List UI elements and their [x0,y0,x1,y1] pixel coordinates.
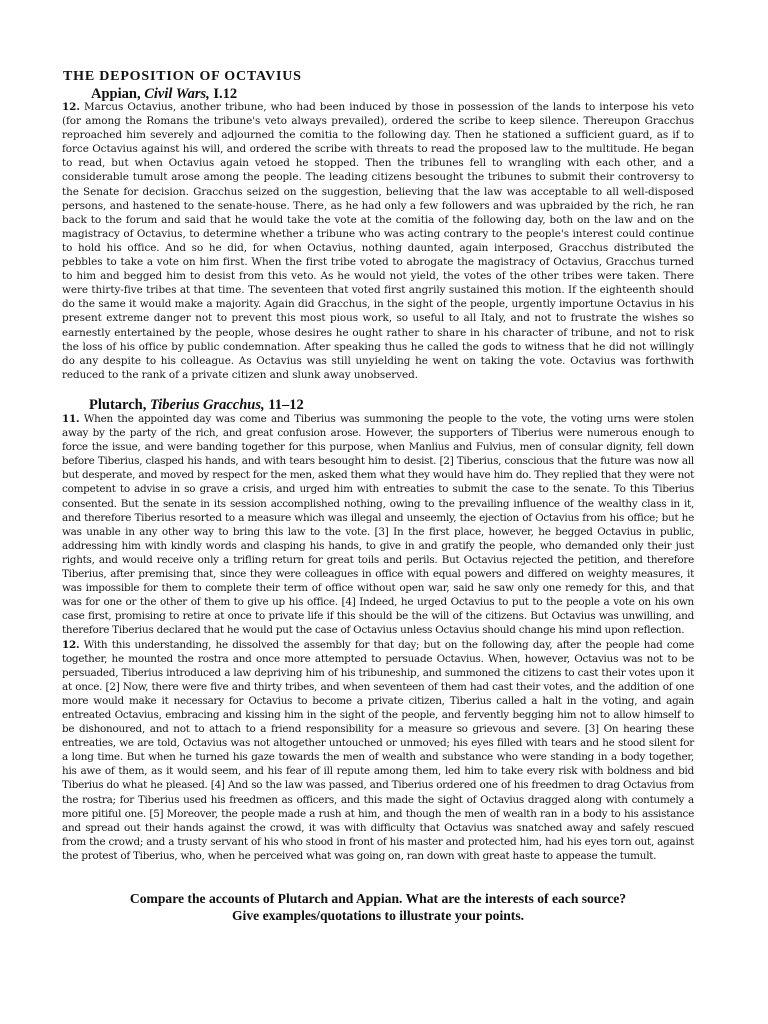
essay-question [62,890,694,924]
paragraph-number: 11. [62,413,80,425]
paragraph-number: 12. [62,638,80,651]
paragraph-text: With this understanding, he dissolved the assembly for that day; but on the following day, after the people had come together, he mounted the rostra and once more attempted to persuade Octavius. When, however, Octavius was not to be persuaded, Tiberius introduced a law depriving him of his tribuneship, and summoned the citizens to cast their votes upon it at once. [2] Now, there were five and thirty tribes, and when seventeen of them had cast their votes, and the addition of one more would make it necessary for Octavius to become a private citizen, Tiberius called a halt in the voting, and again entreated Octavius, embracing and kissing him in the sight of the people, and fervently begging him not to allow himself to be dishonoured, and not to attach to a friend responsibility for a measure so grievous and severe. [3] On hearing these entreaties, we are told, Octavius was not altogether untouched or unmoved; his eyes filled with tears and he stood silent for a long time. But when he turned his gaze towards the men of wealth and substance who were standing in a body together, his awe of them, as it would seem, and his fear of ill repute among them, led him to take every risk with boldness and bid Tiberius do what he pleased. [4] And so the law was passed, and Tiberius ordered one of his freedmen to drag Octavius from the rostra; for Tiberius used his freedmen as officers, and this made the sight of Octavius dragged along with contumely a more pitiful one. [5] Moreover, the people made a rush at him, and though the men of wealth ran in a body to his assistance and spread out their hands against the crowd, it was with difficulty that Octavius was snatched away and safely rescued from the crowd; and a trusty servant of his who stood in front of his master and protected him, had his eyes torn out, against the protest of Tiberius, who, when he perceived what was going on, ran down with great haste to appease the tumult. [62,638,694,862]
source-reference: I.12 [213,86,238,102]
plutarch-paragraph-12 [62,638,694,864]
plutarch-text [62,412,694,863]
question-line-1: Compare the accounts of Plutarch and Appian. What are the interests of each source? [129,891,627,906]
source-reference: 11–12 [268,397,304,413]
source-author: Plutarch, [89,397,147,413]
source-work: Tiberius Gracchus, [149,397,265,413]
source-author: Appian, [91,86,141,102]
paragraph-text: When the appointed day was come and Tiberius was summoning the people to the vote, the voting urns were stolen away by the party of the rich, and great confusion arose. However, the supporters of Tiberius were numerous enough to force the issue, and were banding together for this purpose, when Manlius and Fulvius, men of consular dignity, fell down before Tiberius, clasped his hands, and with tears besought him to desist. [2] Tiberius, conscious that the future was now all but desperate, and moved by respect for the men, asked them what they would have him do. They replied that they were not competent to advise in so grave a crisis, and urged him with entreaties to submit the case to the senate. To this Tiberius consented. But the senate in its session accomplished nothing, owing to the prevailing influence of the wealthy class in it, and therefore Tiberius resorted to a measure which was illegal and unseemly, the ejection of Octavius from his office; but he was unable in any other way to bring this law to the vote. [3] In the first place, however, he begged Octavius in public, addressing him with kindly words and clasping his hands, to give in and gratify the people, who demanded only their just rights, and would receive only a trifling return for great toils and perils. But Octavius rejected the petition, and therefore Tiberius, after premising that, since they were colleagues in office with equal powers and differed on weighty measures, it was impossible for them to complete their term of office without open war, said he saw only one remedy for this, and that was for one or the other of them to give up his office. [4] Indeed, he urged Octavius to put to the people a vote on his own case first, promising to retire at once to private life if this should be the will of the citizens. But Octavius was unwilling, and therefore Tiberius declared that he would put the case of Octavius unless Octavius should change his mind upon reflection. [62,413,694,637]
paragraph-number: 12. [62,101,80,113]
paragraph-text: Marcus Octavius, another tribune, who had been induced by those in possession of the lands to interpose his veto (for among the Romans the tribune's veto always prevailed), ordered the scribe to keep silence. Thereupon Gracchus reproached him severely and adjourned the comitia to the following day. Then he stationed a sufficient guard, as if to force Octavius against his will, and ordered the scribe with threats to read the proposed law to the multitude. He began to read, but when Octavius again vetoed he stopped. Then the tribunes fell to wrangling with each other, and a considerable tumult arose among the people. The leading citizens besought the tribunes to submit their controversy to the Senate for decision. Gracchus seized on the suggestion, believing that the law was acceptable to all well-disposed persons, and hastened to the senate-house. There, as he had only a few followers and was upbraided by the rich, he ran back to the forum and said that he would take the vote at the comitia of the following day, both on the law and on the magistracy of Octavius, to determine whether a tribune who was acting contrary to the people's interest could continue to hold his office. And so he did, for when Octavius, nothing daunted, again interposed, Gracchus distributed the pebbles to take a vote on him first. When the first tribe voted to abrogate the magistracy of Octavius, Gracchus turned to him and begged him to desist from this veto. As he would not yield, the votes of the other tribes were taken. There were thirty-five tribes at that time. The seventeen that voted first angrily sustained this motion. If the eighteenth should do the same it would make a majority. Again did Gracchus, in the sight of the people, urgently importune Octavius in his present extreme danger not to prevent this most pious work, so useful to all Italy, and not to frustrate the wishes so earnestly entertained by the people, whose desires he ought rather to share in his character of tribune, and not to risk the loss of his office by public condemnation. After speaking thus he called the gods to witness that he did not willingly do any despite to his colleague. As Octavius was still unyielding he went on taking the vote. Octavius was forthwith reduced to the rank of a private citizen and slunk away unobserved. [62,101,694,381]
plutarch-paragraph-11 [62,412,694,638]
question-line-2: Give examples/quotations to illustrate your points. [231,908,525,923]
document-title: THE DEPOSITION OF OCTAVIUS [63,69,302,84]
appian-paragraph [62,100,694,382]
source-work: Civil Wars, [144,86,210,102]
